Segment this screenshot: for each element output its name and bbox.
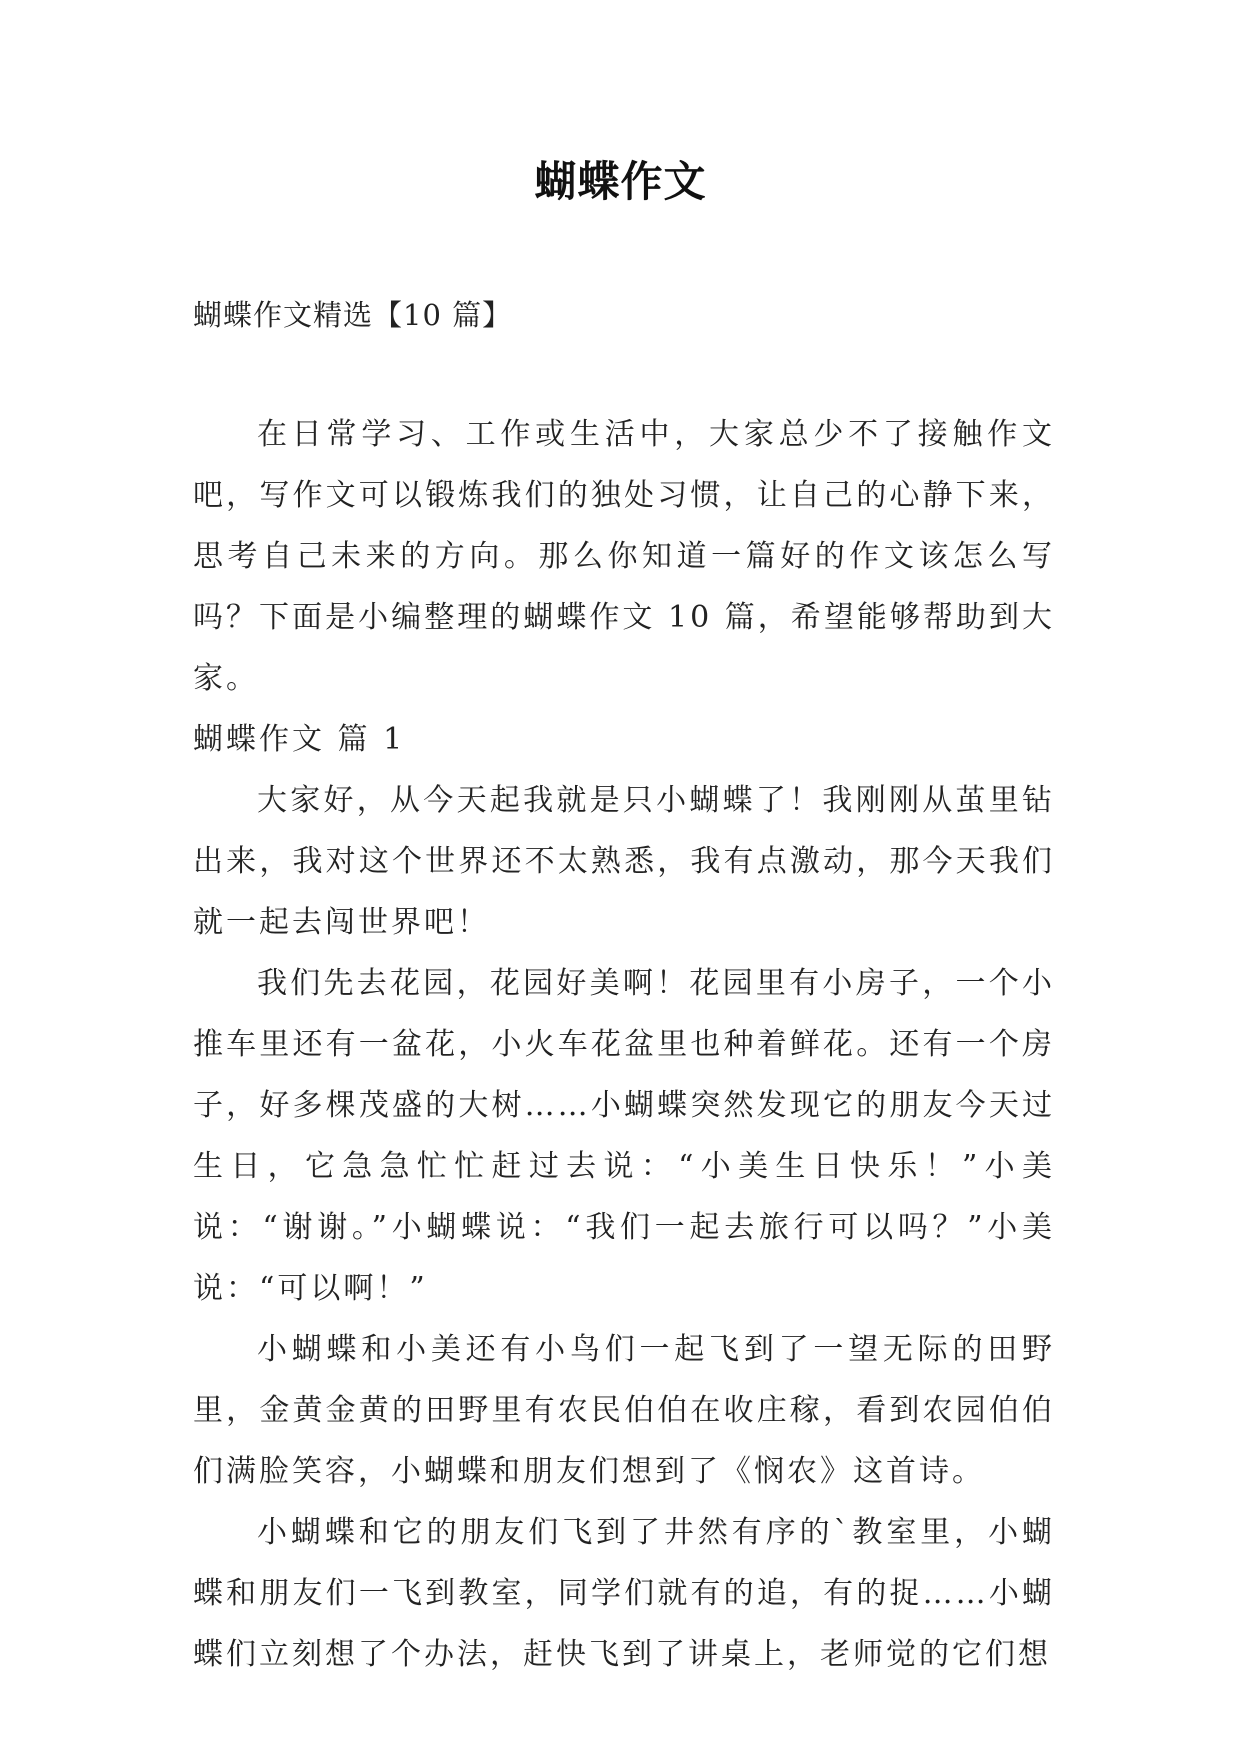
intro-paragraph: 在日常学习、工作或生活中，大家总少不了接触作文吧，写作文可以锻炼我们的独处习惯，让自己的心静下来，思考自己未来的方向。那么你知道一篇好的作文该怎么写吗？下面是小编整理的蝴蝶作文 10 篇，希望能够帮助到大家。 — [193, 417, 1055, 696]
document-title: 蝴蝶作文 — [534, 157, 707, 206]
body-paragraph: 小蝴蝶和它的朋友们飞到了井然有序的`教室里，小蝴蝶和朋友们一飞到教室，同学们就有的追，有的捉……小蝴蝶们立刻想了个办法，赶快飞到了讲桌上，老师觉的它们想 — [193, 1515, 1055, 1672]
body-paragraph: 我们先去花园，花园好美啊！花园里有小房子，一个小推车里还有一盆花，小火车花盆里也种着鲜花。还有一个房子，好多棵茂盛的大树……小蝴蝶突然发现它的朋友今天过生日，它急急忙忙赶过去说：“小美生日快乐！”小美说：“谢谢。”小蝴蝶说：“我们一起去旅行可以吗？”小美说：“可以啊！” — [193, 966, 1055, 1306]
document-subtitle: 蝴蝶作文精选【10 篇】 — [193, 298, 513, 332]
body-paragraph: 小蝴蝶和小美还有小鸟们一起飞到了一望无际的田野里，金黄金黄的田野里有农民伯伯在收庄稼，看到农园伯伯们满脸笑容，小蝴蝶和朋友们想到了《悯农》这首诗。 — [193, 1332, 1055, 1489]
section-heading: 蝴蝶作文 篇 1 — [193, 722, 406, 757]
document-body — [193, 404, 1055, 1685]
body-paragraph: 大家好，从今天起我就是只小蝴蝶了！我刚刚从茧里钻出来，我对这个世界还不太熟悉，我有点激动，那今天我们就一起去闯世界吧！ — [193, 783, 1055, 940]
